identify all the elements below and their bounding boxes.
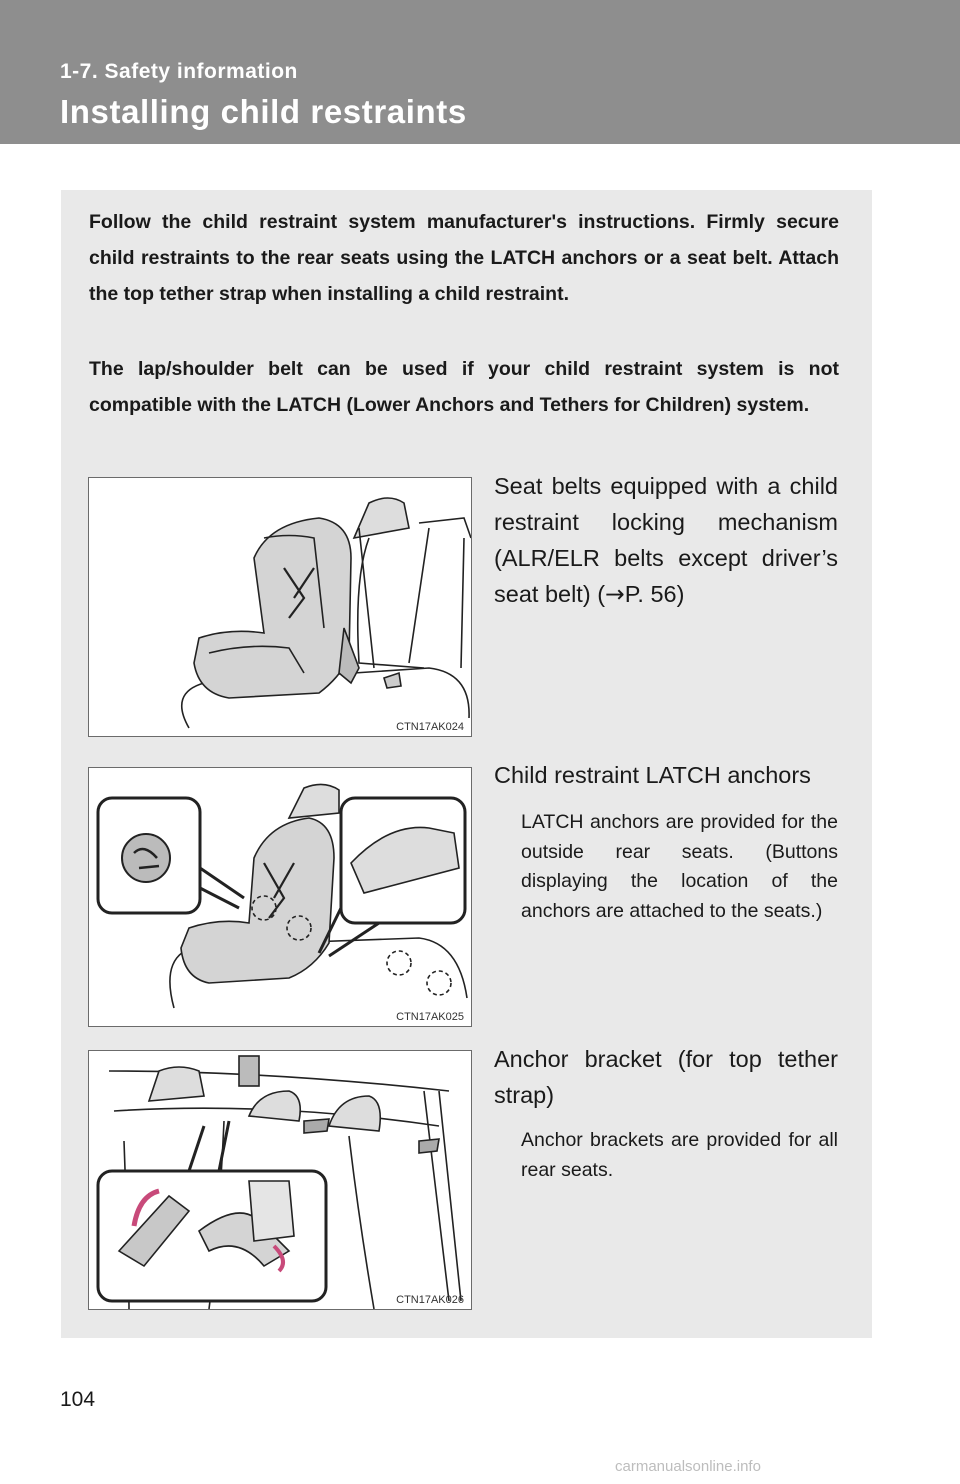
item-title-seat-belts: Seat belts equipped with a child restraint locking mechanism (ALR/ELR belts except driver’s seat belt) (→P. 56) [494, 473, 838, 608]
intro-paragraph-2: The lap/shoulder belt can be used if your child restraint system is not compatible with the LATCH (Lower Anchors and Tethers for Children) system. [89, 358, 839, 416]
page-number: 104 [60, 1388, 96, 1411]
item-title-anchor-bracket: Anchor bracket (for top tether strap) [494, 1046, 838, 1108]
figure-code: CTN17AK025 [396, 1011, 464, 1023]
watermark: carmanualsonline.info [615, 1458, 761, 1475]
page-header [0, 0, 960, 144]
figure-code: CTN17AK024 [396, 721, 464, 733]
intro-paragraph-1: Follow the child restraint system manufacturer's instructions. Firmly secure child restraints to the rear seats using the LATCH anchors or a seat belt. Attach the top tether strap when installing a child restraint. [89, 211, 839, 305]
item-desc-latch-anchors: LATCH anchors are provided for the outside rear seats. (Buttons displaying the location of the anchors are attached to the seats.) [521, 811, 838, 922]
arrow-icon: → [605, 580, 625, 608]
item-desc-anchor-bracket: Anchor brackets are provided for all rear seats. [521, 1129, 838, 1181]
figure-latch-anchors [88, 767, 472, 1027]
figure-code: CTN17AK026 [396, 1294, 464, 1306]
section-label: 1-7. Safety information [60, 60, 298, 83]
latch-anchors-illustration [89, 768, 471, 1026]
figure-child-seat-belt [88, 477, 472, 737]
anchor-bracket-illustration [89, 1051, 471, 1309]
item-title-latch-anchors: Child restraint LATCH anchors [494, 762, 811, 788]
child-seat-on-rear-seat-illustration [89, 478, 471, 736]
figure-anchor-bracket [88, 1050, 472, 1310]
page-title: Installing child restraints [60, 93, 467, 130]
